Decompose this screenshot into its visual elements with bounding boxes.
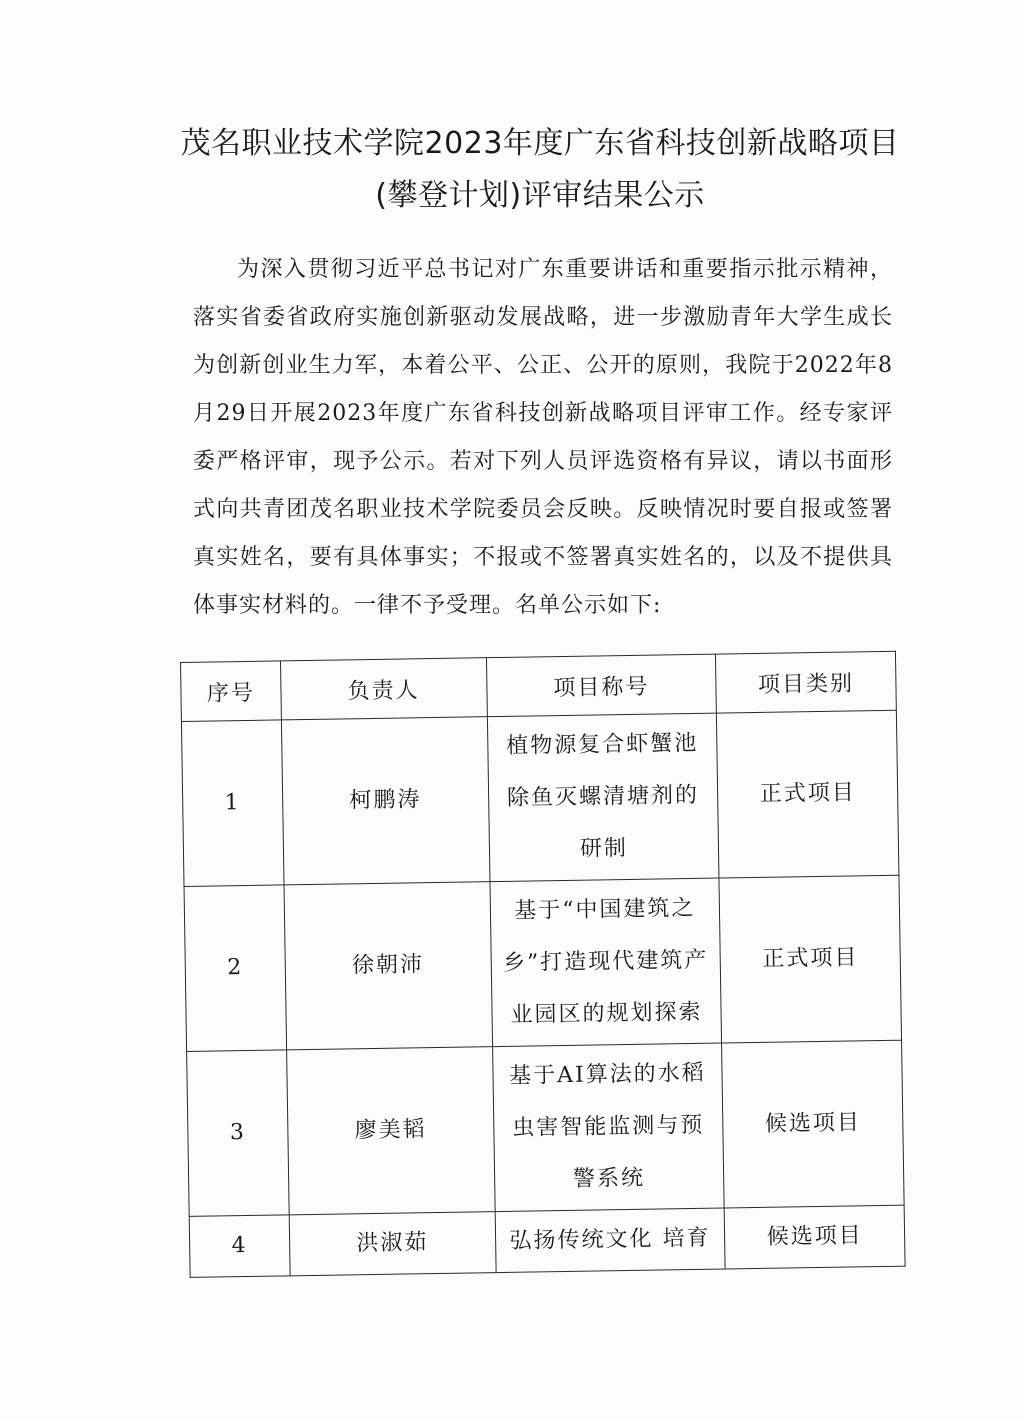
table-row [181,710,899,886]
header-category: 项目类别 [716,651,897,713]
cell-leader: 洪淑茹 [289,1212,496,1276]
notice-paragraph: 为深入贯彻习近平总书记对广东重要讲话和重要指示批示精神，落实省委省政府实施创新驱动发展战略，进一步激励青年大学生成长为创新创业生力军，本着公平、公正、公开的原则，我院于2022年8月29日开展2023年度广东省科技创新战略项目评审工作。经专家评委严格评审，现予公示。若对下列人员评选资格有异议，请以书面形式向共青团茂名职业技术学院委员会反映。反映情况时要自报或签署真实姓名，要有具体事实；不报或不签署真实姓名的，以及不提供具体事实材料的。一律不予受理。名单公示如下: [193,257,893,618]
table-row [184,875,902,1051]
document-title: 茂名职业技术学院2023年度广东省科技创新战略项目(攀登计划)评审结果公示 [180,126,900,213]
cell-leader: 柯鹏涛 [281,717,489,885]
table-row [187,1040,905,1216]
cell-project: 植物源复合虾蟹池除鱼灭螺清塘剂的研制 [487,713,719,882]
cell-project: 基于AI算法的水稻虫害智能监测与预警系统 [492,1043,724,1212]
header-no: 序号 [181,661,282,722]
cell-no: 4 [189,1215,290,1278]
cell-leader: 廖美韬 [286,1047,494,1215]
cell-category: 候选项目 [722,1040,904,1208]
cell-leader: 徐朝沛 [284,882,492,1050]
header-leader: 负责人 [280,658,487,720]
cell-project: 弘扬传统文化 培育 [495,1208,726,1273]
cell-category: 正式项目 [719,875,901,1043]
header-project: 项目称号 [486,654,717,717]
cell-category: 正式项目 [717,710,899,878]
cell-no: 3 [187,1050,289,1217]
cell-no: 1 [181,720,283,887]
table-row [189,1205,905,1277]
cell-category: 候选项目 [724,1205,905,1269]
notice-body [193,246,893,630]
cell-project: 基于“中国建筑之乡”打造现代建筑产业园区的规划探索 [490,878,722,1047]
cell-no: 2 [184,885,286,1052]
result-table [180,651,906,1278]
